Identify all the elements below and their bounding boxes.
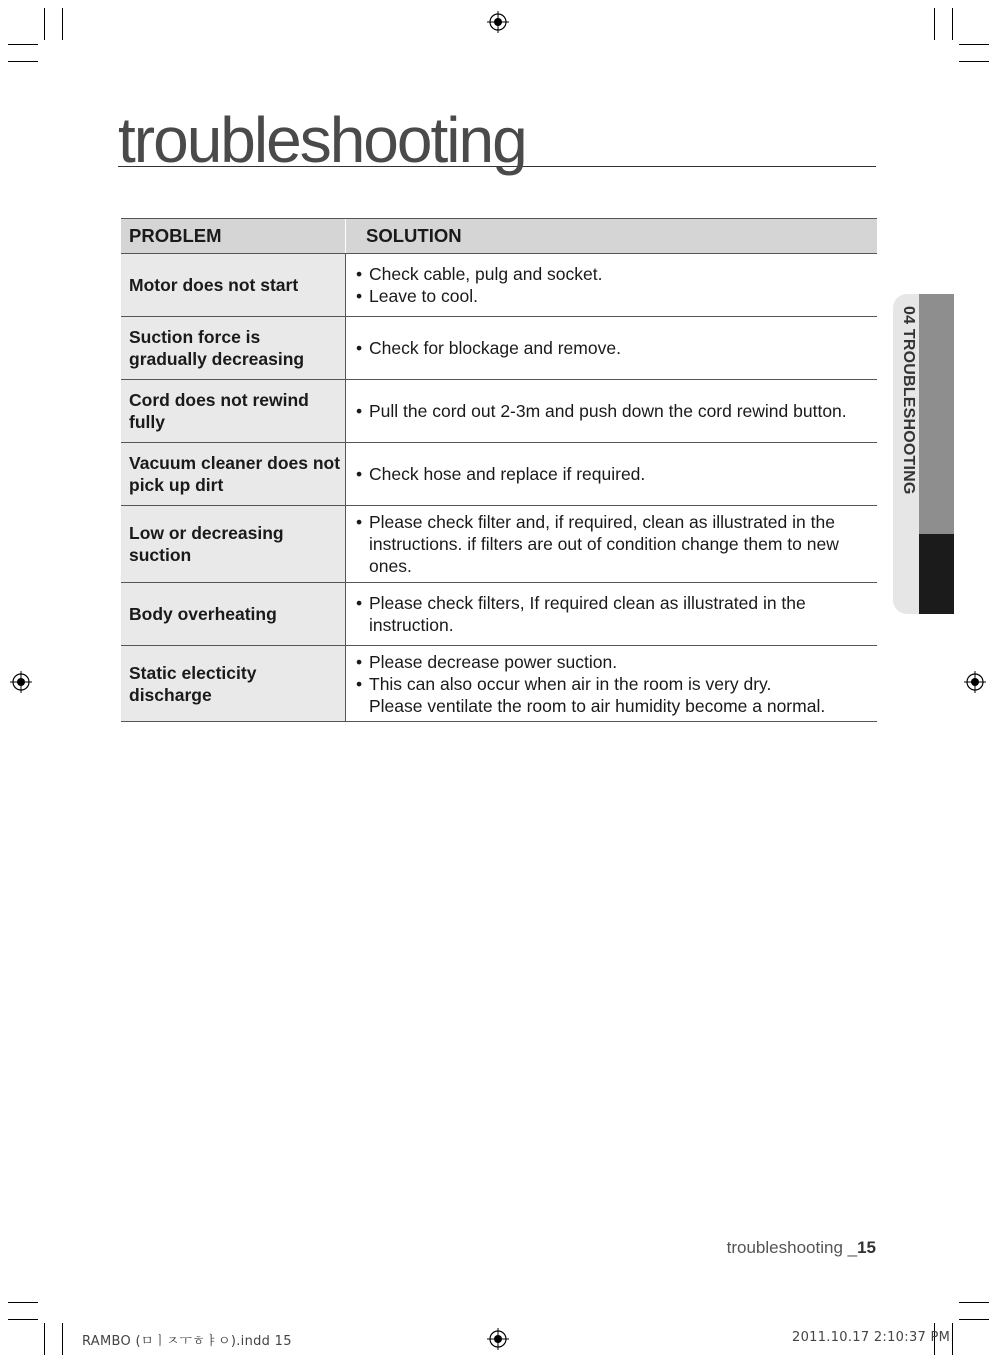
problem-cell: Motor does not start — [121, 254, 346, 317]
problem-cell: Vacuum cleaner does not pick up dirt — [121, 443, 346, 506]
registration-mark-icon — [10, 671, 32, 693]
crop-mark — [62, 1323, 63, 1355]
table-row — [121, 583, 877, 646]
solution-item: • Check hose and replace if required. — [356, 463, 871, 485]
problem-cell: Static electicity discharge — [121, 646, 346, 722]
solution-item: • Please check filter and, if required, clean as illustrated in the instructions. if filters are out of condition change them to new ones. — [356, 511, 871, 577]
table-row — [121, 506, 877, 583]
table-row — [121, 443, 877, 506]
registration-mark-icon — [964, 671, 986, 693]
crop-mark — [952, 8, 953, 40]
troubleshooting-table — [121, 218, 877, 722]
crop-mark — [8, 1302, 38, 1303]
crop-mark — [8, 44, 38, 45]
print-slug-file: RAMBO (ㅁㅣㅈㅜㅎㅑㅇ).indd 15 — [82, 1334, 292, 1349]
solution-item: • Please decrease power suction. — [356, 651, 871, 673]
solution-item: • Pull the cord out 2-3m and push down the cord rewind button. — [356, 400, 871, 422]
crop-mark — [44, 8, 45, 40]
problem-cell: Cord does not rewind fully — [121, 380, 346, 443]
registration-mark-icon — [487, 1328, 509, 1350]
crop-mark — [952, 1323, 953, 1355]
solution-cell — [346, 380, 878, 443]
side-tab-black-bar — [919, 534, 954, 614]
problem-cell: Suction force is gradually decreasing — [121, 317, 346, 380]
page-number: 15 — [857, 1238, 876, 1257]
solution-cell — [346, 317, 878, 380]
crop-mark — [8, 61, 38, 62]
header-problem: PROBLEM — [121, 219, 346, 254]
solution-item: • Check for blockage and remove. — [356, 337, 871, 359]
table-row — [121, 254, 877, 317]
side-tab-gray-bar — [919, 294, 954, 534]
solution-item: • Leave to cool. — [356, 285, 871, 307]
solution-item: • Please check filters, If required clean as illustrated in the instruction. — [356, 592, 871, 636]
problem-cell: Low or decreasing suction — [121, 506, 346, 583]
header-solution: SOLUTION — [346, 219, 878, 254]
crop-mark — [959, 1302, 989, 1303]
page-title: troubleshooting — [118, 104, 876, 167]
crop-mark — [934, 8, 935, 40]
page-footer — [727, 1238, 876, 1258]
solution-cell — [346, 443, 878, 506]
crop-mark — [959, 1319, 989, 1320]
section-label: 04 TROUBLESHOOTING — [900, 306, 917, 495]
solution-cell — [346, 646, 878, 722]
section-side-tab — [893, 294, 954, 614]
print-slug-datetime: 2011.10.17 2:10:37 PM — [792, 1330, 951, 1345]
solution-cell — [346, 506, 878, 583]
solution-item: • This can also occur when air in the room is very dry. — [356, 673, 871, 695]
table-row — [121, 380, 877, 443]
crop-mark — [44, 1323, 45, 1355]
crop-mark — [959, 61, 989, 62]
footer-label: troubleshooting _ — [726, 1238, 858, 1257]
table-header-row — [121, 219, 877, 254]
solution-continuation: Please ventilate the room to air humidity become a normal. — [369, 695, 826, 716]
problem-cell: Body overheating — [121, 583, 346, 646]
crop-mark — [8, 1319, 38, 1320]
solution-cell — [346, 583, 878, 646]
solution-cell — [346, 254, 878, 317]
solution-item: • Check cable, pulg and socket. — [356, 263, 871, 285]
crop-mark — [959, 44, 989, 45]
table-row — [121, 646, 877, 722]
crop-mark — [62, 8, 63, 40]
registration-mark-icon — [487, 11, 509, 33]
table-row — [121, 317, 877, 380]
